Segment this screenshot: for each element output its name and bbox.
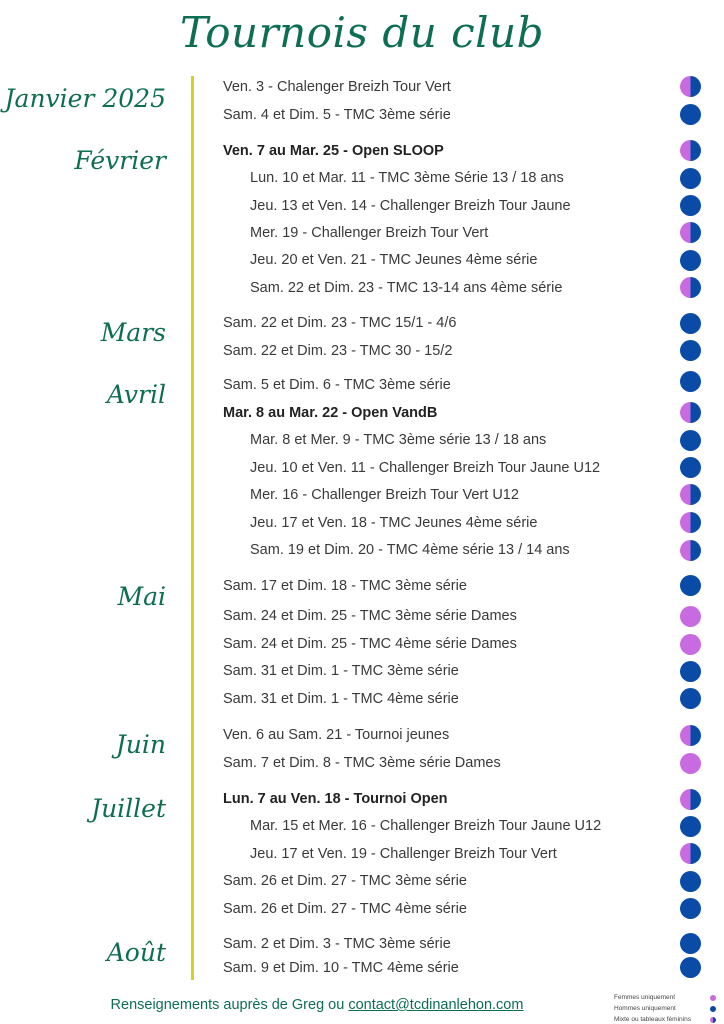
legend-mixte [614, 1014, 720, 1024]
legend-hommes-label: Hommes uniquement [614, 1005, 676, 1012]
month-juillet: Juillet [91, 794, 166, 823]
event-item: Sam. 5 et Dim. 6 - TMC 3ème série [223, 377, 451, 393]
event-item: Sam. 31 et Dim. 1 - TMC 4ème série [223, 691, 459, 707]
hommes-dot-icon [680, 340, 701, 361]
event-item: Sam. 7 et Dim. 8 - TMC 3ème série Dames [223, 755, 501, 771]
event-item: Jeu. 20 et Ven. 21 - TMC Jeunes 4ème série [250, 252, 538, 268]
hommes-dot-icon [680, 816, 701, 837]
mixte-dot-icon [680, 402, 701, 423]
month-aout: Août [106, 938, 166, 967]
event-item: Sam. 26 et Dim. 27 - TMC 4ème série [223, 901, 467, 917]
hommes-dot-icon [680, 898, 701, 919]
event-item: Sam. 26 et Dim. 27 - TMC 3ème série [223, 873, 467, 889]
event-item: Sam. 24 et Dim. 25 - TMC 3ème série Dames [223, 608, 517, 624]
hommes-dot-icon [680, 371, 701, 392]
legend-hommes [614, 1003, 720, 1014]
event-item: Jeu. 13 et Ven. 14 - Challenger Breizh Tour Jaune [250, 198, 571, 214]
event-item: Sam. 9 et Dim. 10 - TMC 4ème série [223, 960, 459, 976]
event-item: Jeu. 17 et Ven. 19 - Challenger Breizh Tour Vert [250, 846, 557, 862]
event-item: Jeu. 10 et Ven. 11 - Challenger Breizh Tour Jaune U12 [250, 460, 601, 476]
month-janvier: Janvier 2025 [4, 84, 166, 113]
mixte-dot-icon [680, 512, 701, 533]
mixte-dot-icon [680, 484, 701, 505]
hommes-dot-icon [680, 661, 701, 682]
event-item: Sam. 17 et Dim. 18 - TMC 3ème série [223, 578, 467, 594]
hommes-dot-icon [680, 168, 701, 189]
month-avril: Avril [106, 380, 166, 409]
hommes-dot-icon [680, 430, 701, 451]
event-item: Mer. 16 - Challenger Breizh Tour Vert U12 [250, 487, 519, 503]
mixte-dot-icon [680, 789, 701, 810]
legend-femmes-label: Femmes uniquement [614, 994, 676, 1001]
month-mai: Mai [117, 582, 166, 611]
event-item-open: Mar. 8 au Mar. 22 - Open VandB [223, 405, 438, 421]
hommes-dot-icon [680, 957, 701, 978]
event-item: Mar. 15 et Mer. 16 - Challenger Breizh Tour Jaune U12 [250, 818, 602, 834]
hommes-dot-icon [680, 195, 701, 216]
legend-femmes [614, 992, 720, 1003]
legend [614, 992, 720, 1024]
event-item: Sam. 4 et Dim. 5 - TMC 3ème série [223, 107, 451, 123]
mixte-dot-icon [680, 725, 701, 746]
mixte-dot-icon [710, 1017, 716, 1023]
event-item: Sam. 22 et Dim. 23 - TMC 30 - 15/2 [223, 343, 453, 359]
event-item: Sam. 24 et Dim. 25 - TMC 4ème série Dames [223, 636, 517, 652]
month-juin: Juin [115, 730, 166, 759]
event-item: Sam. 22 et Dim. 23 - TMC 13-14 ans 4ème série [250, 280, 563, 296]
femmes-dot-icon [680, 634, 701, 655]
event-item: Ven. 6 au Sam. 21 - Tournoi jeunes [223, 727, 450, 743]
mixte-dot-icon [680, 540, 701, 561]
event-item: Sam. 19 et Dim. 20 - TMC 4ème série 13 / 14 ans [250, 542, 570, 558]
hommes-dot-icon [680, 575, 701, 596]
hommes-dot-icon [680, 871, 701, 892]
contact-email-link[interactable]: contact@tcdinanlehon.com [348, 997, 524, 1013]
mixte-dot-icon [680, 843, 701, 864]
hommes-dot-icon [680, 933, 701, 954]
hommes-dot-icon [710, 1006, 716, 1012]
femmes-dot-icon [680, 606, 701, 627]
month-fevrier: Février [74, 146, 166, 175]
femmes-dot-icon [680, 753, 701, 774]
event-item-open: Lun. 7 au Ven. 18 - Tournoi Open [223, 791, 448, 807]
hommes-dot-icon [680, 250, 701, 271]
legend-mixte-label: Mixte ou tableaux féminins [614, 1016, 691, 1023]
event-item: Ven. 3 - Chalenger Breizh Tour Vert [223, 79, 451, 95]
event-item: Mar. 8 et Mer. 9 - TMC 3ème série 13 / 18 ans [250, 432, 547, 448]
hommes-dot-icon [680, 688, 701, 709]
event-item: Jeu. 17 et Ven. 18 - TMC Jeunes 4ème série [250, 515, 538, 531]
event-item-open: Ven. 7 au Mar. 25 - Open SLOOP [223, 143, 444, 159]
event-item: Sam. 31 et Dim. 1 - TMC 3ème série [223, 663, 459, 679]
femmes-dot-icon [710, 995, 716, 1001]
hommes-dot-icon [680, 457, 701, 478]
event-item: Lun. 10 et Mar. 11 - TMC 3ème Série 13 / 18 ans [250, 170, 564, 186]
event-item: Sam. 22 et Dim. 23 - TMC 15/1 - 4/6 [223, 315, 457, 331]
hommes-dot-icon [680, 313, 701, 334]
mixte-dot-icon [680, 76, 701, 97]
event-item: Mer. 19 - Challenger Breizh Tour Vert [250, 225, 489, 241]
timeline-divider [191, 76, 194, 980]
page-title: Tournois du club [179, 8, 544, 57]
mixte-dot-icon [680, 277, 701, 298]
mixte-dot-icon [680, 222, 701, 243]
hommes-dot-icon [680, 104, 701, 125]
mixte-dot-icon [680, 140, 701, 161]
month-mars: Mars [100, 318, 166, 347]
footer-text: Renseignements auprès de Greg ou [110, 997, 349, 1013]
event-item: Sam. 2 et Dim. 3 - TMC 3ème série [223, 936, 451, 952]
